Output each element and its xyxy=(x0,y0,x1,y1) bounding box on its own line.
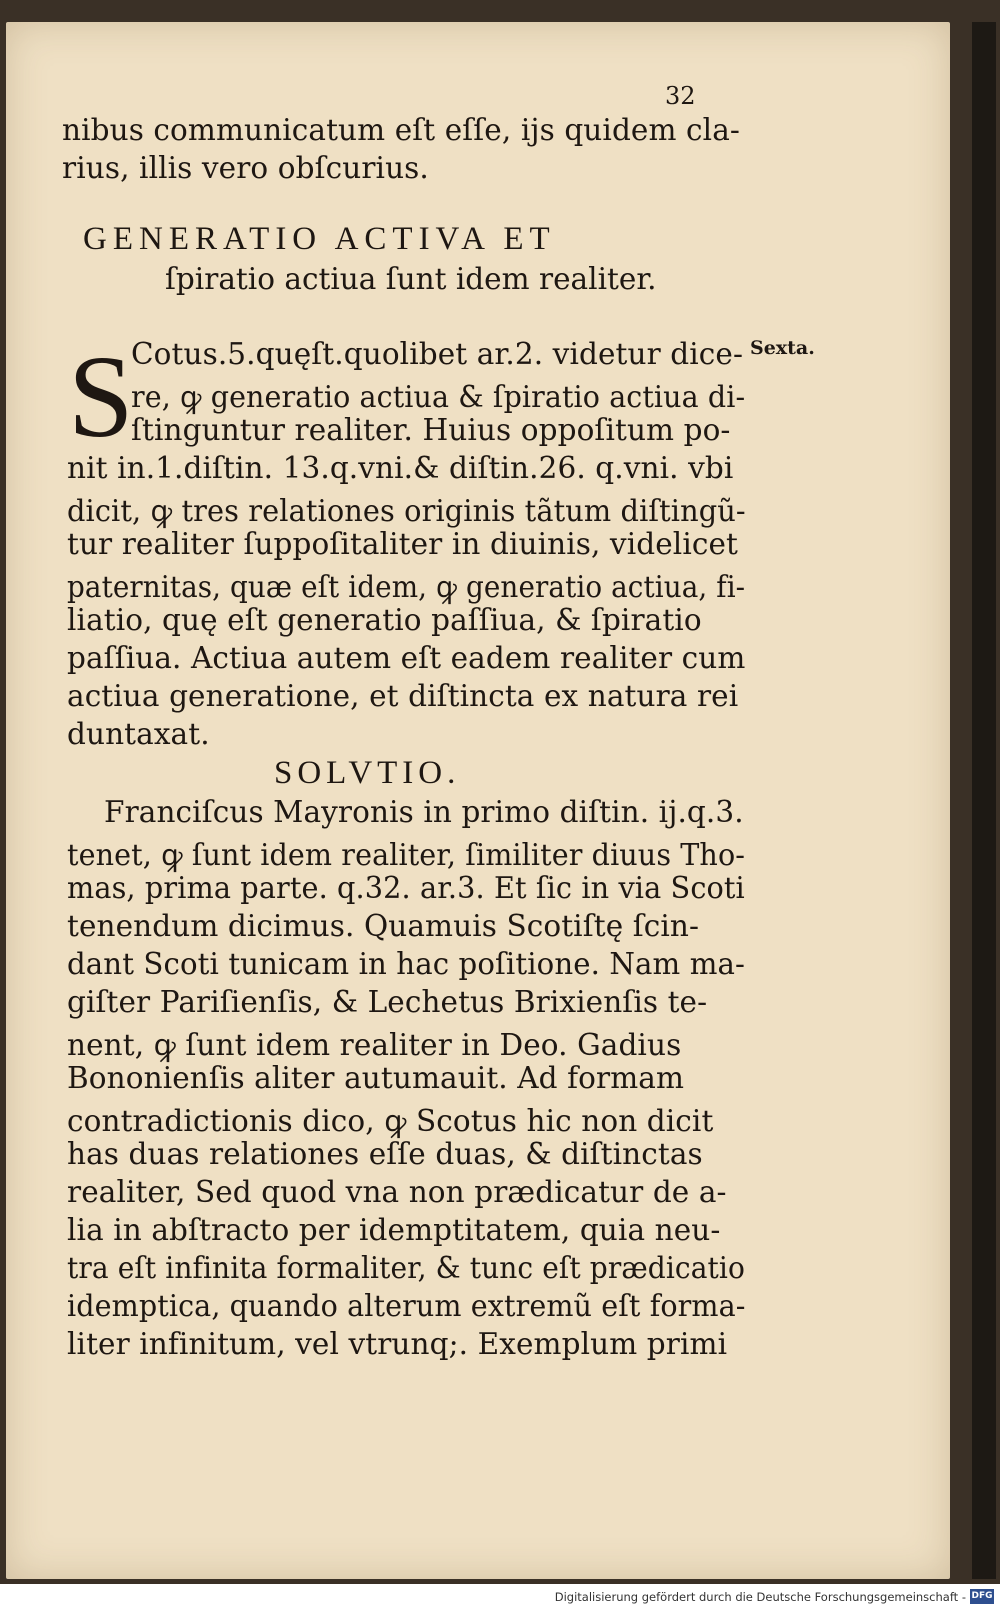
solution-line: has duas relationes eſſe duas, & diſtinctas xyxy=(67,1137,703,1171)
body-line: nit in.1.diſtin. 13.q.vni.& diſtin.26. q.vni. vbi xyxy=(67,451,734,485)
solution-line: lia in abſtracto per idemptitatem, quia neu- xyxy=(67,1213,721,1247)
body-line: tur realiter ſuppoſitaliter in diuinis, videlicet xyxy=(67,527,738,561)
solution-line: nent, ꝙ ſunt idem realiter in Deo. Gadius xyxy=(67,1028,682,1062)
margin-note: Sexta. xyxy=(750,337,815,359)
body-line: paternitas, quæ eſt idem, ꝙ generatio actiua, fi- xyxy=(67,570,746,604)
solution-line: Bononienſis aliter autumauit. Ad formam xyxy=(67,1061,685,1095)
solution-line: dant Scoti tunicam in hac poſitione. Nam ma- xyxy=(67,947,746,981)
solution-line: tenet, ꝙ ſunt idem realiter, ſimiliter diuus Tho- xyxy=(67,838,746,872)
book-edge xyxy=(972,22,996,1579)
drop-cap-initial: S xyxy=(68,331,134,462)
solution-line: idemptica, quando alterum extremũ eſt forma- xyxy=(67,1289,746,1323)
solution-heading: SOLVTIO. xyxy=(274,755,461,791)
footer-credit: Digitalisierung gefördert durch die Deutsche Forschungsgemeinschaft - xyxy=(554,1590,966,1604)
solution-line: tenendum dicimus. Quamuis Scotiſtę ſcin- xyxy=(67,909,700,943)
body-line: re, ꝙ generatio actiua & ſpiratio actiua di- xyxy=(131,380,746,414)
solution-line: liter infinitum, vel vtrunq;. Exemplum primi xyxy=(67,1327,728,1361)
body-line: ſtinguntur realiter. Huius oppoſitum po- xyxy=(131,413,731,447)
solution-line: realiter, Sed quod vna non prædicatur de a- xyxy=(67,1175,727,1209)
solution-line: tra eſt infinita formaliter, & tunc eſt prædicatio xyxy=(67,1251,745,1285)
section-heading: GENERATIO ACTIVA ET xyxy=(83,221,556,257)
body-line: duntaxat. xyxy=(67,717,210,751)
page-number: 32 xyxy=(665,82,696,110)
body-line: paſſiua. Actiua autem eſt eadem realiter cum xyxy=(67,641,746,675)
intro-line: rius, illis vero obſcurius. xyxy=(62,151,429,185)
body-line: actiua generatione, et diſtincta ex natura rei xyxy=(67,679,739,713)
solution-line: contradictionis dico, ꝙ Scotus hic non dicit xyxy=(67,1104,714,1138)
section-subheading: ſpiratio actiua ſunt idem realiter. xyxy=(165,262,657,296)
solution-line: giſter Pariſienſis, & Lechetus Brixienſis te- xyxy=(67,985,708,1019)
solution-line: Franciſcus Mayronis in primo diſtin. ij.q.3. xyxy=(104,795,744,829)
dfg-logo-icon: DFG xyxy=(970,1589,994,1604)
body-line: Cotus.5.quęſt.quolibet ar.2. videtur dice- xyxy=(131,337,744,371)
body-line: dicit, ꝙ tres relationes originis tãtum diſtingũ- xyxy=(67,494,746,528)
body-line: liatio, quę eſt generatio paſſiua, & ſpiratio xyxy=(67,603,702,637)
intro-line: nibus communicatum eſt eſſe, ijs quidem cla- xyxy=(62,113,740,147)
solution-line: mas, prima parte. q.32. ar.3. Et ſic in via Scoti xyxy=(67,871,745,905)
